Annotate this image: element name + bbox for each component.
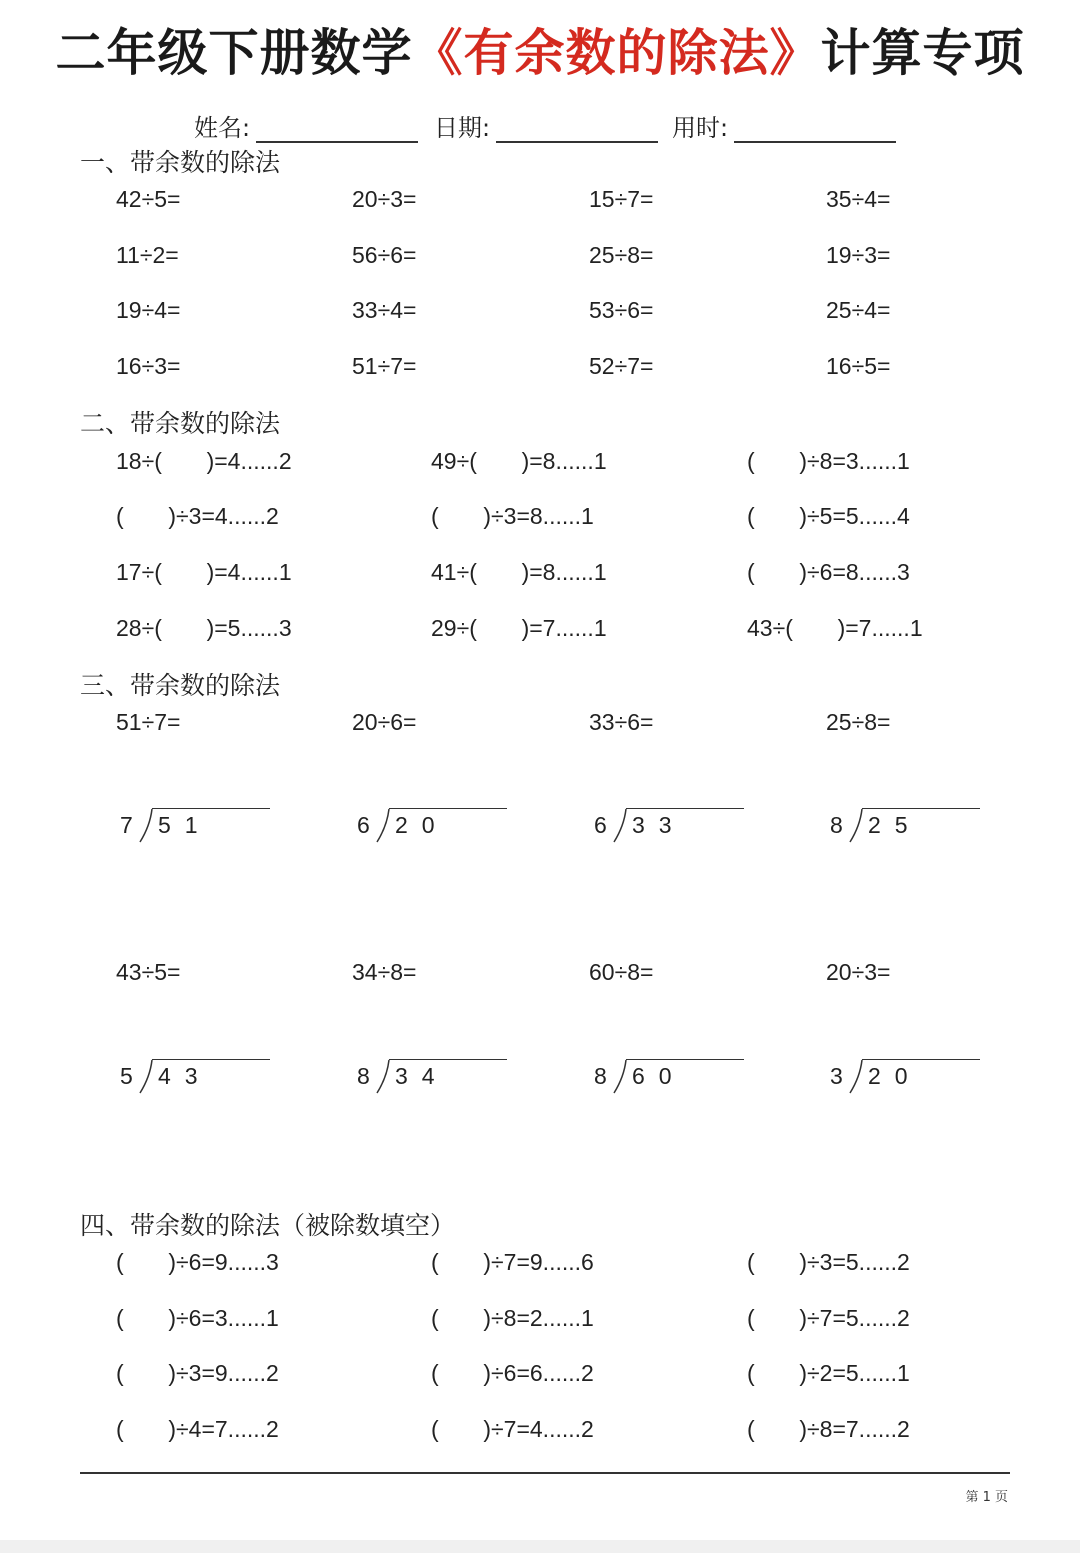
date-blank[interactable] xyxy=(496,117,658,143)
problem: 41÷( )=8......1 xyxy=(431,559,607,585)
page-number: 第 1 页 xyxy=(965,1490,1008,1505)
division-bar xyxy=(862,808,980,809)
problem: 20÷3= xyxy=(352,186,417,212)
problem: ( )÷6=9......3 xyxy=(116,1249,279,1275)
section-3-title: 三、带余数的除法 xyxy=(80,671,281,700)
division-bar xyxy=(152,1059,270,1060)
title-highlight: 《有余数的除法》 xyxy=(412,24,821,82)
divisor: 3 xyxy=(830,1063,843,1089)
problem: 43÷( )=7......1 xyxy=(747,615,923,641)
problem: 42÷5= xyxy=(116,186,181,212)
division-bar xyxy=(626,808,744,809)
problem: 25÷8= xyxy=(589,242,654,268)
page-title xyxy=(0,20,1080,86)
problem: ( )÷5=5......4 xyxy=(747,503,910,529)
name-blank[interactable] xyxy=(256,117,418,143)
problem: 33÷4= xyxy=(352,297,417,323)
problem: 20÷6= xyxy=(352,709,417,735)
problem: 19÷3= xyxy=(826,242,891,268)
dividend: 34 xyxy=(395,1063,449,1089)
division-bar xyxy=(389,808,507,809)
problem: ( )÷6=3......1 xyxy=(116,1305,279,1331)
division-bar xyxy=(862,1059,980,1060)
divisor: 6 xyxy=(594,812,607,838)
problem: 17÷( )=4......1 xyxy=(116,559,292,585)
date-label: 日期: xyxy=(434,114,491,142)
problem: 11÷2= xyxy=(116,242,179,268)
page-bottom-strip xyxy=(0,1540,1080,1553)
division-bar xyxy=(626,1059,744,1060)
problem: 53÷6= xyxy=(589,297,654,323)
divisor: 7 xyxy=(120,812,133,838)
divisor: 8 xyxy=(357,1063,370,1089)
problem: ( )÷3=8......1 xyxy=(431,503,594,529)
division-bar xyxy=(152,808,270,809)
long-division xyxy=(120,1059,270,1109)
problem: ( )÷2=5......1 xyxy=(747,1360,910,1386)
problem: 60÷8= xyxy=(589,959,654,985)
problem: 49÷( )=8......1 xyxy=(431,448,607,474)
problem: 18÷( )=4......2 xyxy=(116,448,292,474)
long-division xyxy=(830,1059,980,1109)
divisor: 6 xyxy=(357,812,370,838)
problem: 25÷4= xyxy=(826,297,891,323)
problem: 19÷4= xyxy=(116,297,181,323)
title-prefix: 二年级下册数学 xyxy=(55,24,413,82)
title-suffix: 计算专项 xyxy=(820,24,1025,82)
problem: ( )÷6=8......3 xyxy=(747,559,910,585)
long-division xyxy=(594,1059,744,1109)
problem: 35÷4= xyxy=(826,186,891,212)
section-1-title: 一、带余数的除法 xyxy=(80,148,281,177)
problem: 15÷7= xyxy=(589,186,654,212)
dividend: 20 xyxy=(395,812,449,838)
dividend: 33 xyxy=(632,812,686,838)
problem: 51÷7= xyxy=(352,353,417,379)
dividend: 51 xyxy=(158,812,212,838)
problem: ( )÷8=3......1 xyxy=(747,448,910,474)
time-field[interactable] xyxy=(672,108,896,143)
name-field[interactable] xyxy=(194,108,418,143)
problem: ( )÷3=4......2 xyxy=(116,503,279,529)
problem: 29÷( )=7......1 xyxy=(431,615,607,641)
problem: 51÷7= xyxy=(116,709,181,735)
problem: ( )÷7=4......2 xyxy=(431,1416,594,1442)
dividend: 20 xyxy=(868,1063,922,1089)
name-label: 姓名: xyxy=(194,114,251,142)
long-division xyxy=(120,808,270,858)
problem: 16÷3= xyxy=(116,353,181,379)
problem: 33÷6= xyxy=(589,709,654,735)
problem: 56÷6= xyxy=(352,242,417,268)
problem: ( )÷8=2......1 xyxy=(431,1305,594,1331)
time-label: 用时: xyxy=(672,114,729,142)
problem: 52÷7= xyxy=(589,353,654,379)
dividend: 25 xyxy=(868,812,922,838)
problem: 34÷8= xyxy=(352,959,417,985)
divisor: 8 xyxy=(830,812,843,838)
problem: 43÷5= xyxy=(116,959,181,985)
date-field[interactable] xyxy=(434,108,658,143)
problem: ( )÷4=7......2 xyxy=(116,1416,279,1442)
problem: ( )÷6=6......2 xyxy=(431,1360,594,1386)
problem: 16÷5= xyxy=(826,353,891,379)
division-bar xyxy=(389,1059,507,1060)
problem: ( )÷3=5......2 xyxy=(747,1249,910,1275)
problem: ( )÷7=9......6 xyxy=(431,1249,594,1275)
problem: 25÷8= xyxy=(826,709,891,735)
long-division xyxy=(594,808,744,858)
divisor: 5 xyxy=(120,1063,133,1089)
long-division xyxy=(357,808,507,858)
section-4-title: 四、带余数的除法（被除数填空） xyxy=(80,1211,456,1240)
problem: ( )÷8=7......2 xyxy=(747,1416,910,1442)
dividend: 43 xyxy=(158,1063,212,1089)
long-division xyxy=(830,808,980,858)
problem: ( )÷3=9......2 xyxy=(116,1360,279,1386)
footer-divider xyxy=(80,1472,1010,1474)
problem: 28÷( )=5......3 xyxy=(116,615,292,641)
problem: ( )÷7=5......2 xyxy=(747,1305,910,1331)
dividend: 60 xyxy=(632,1063,686,1089)
problem: 20÷3= xyxy=(826,959,891,985)
divisor: 8 xyxy=(594,1063,607,1089)
section-2-title: 二、带余数的除法 xyxy=(80,409,281,438)
time-blank[interactable] xyxy=(734,117,896,143)
long-division xyxy=(357,1059,507,1109)
